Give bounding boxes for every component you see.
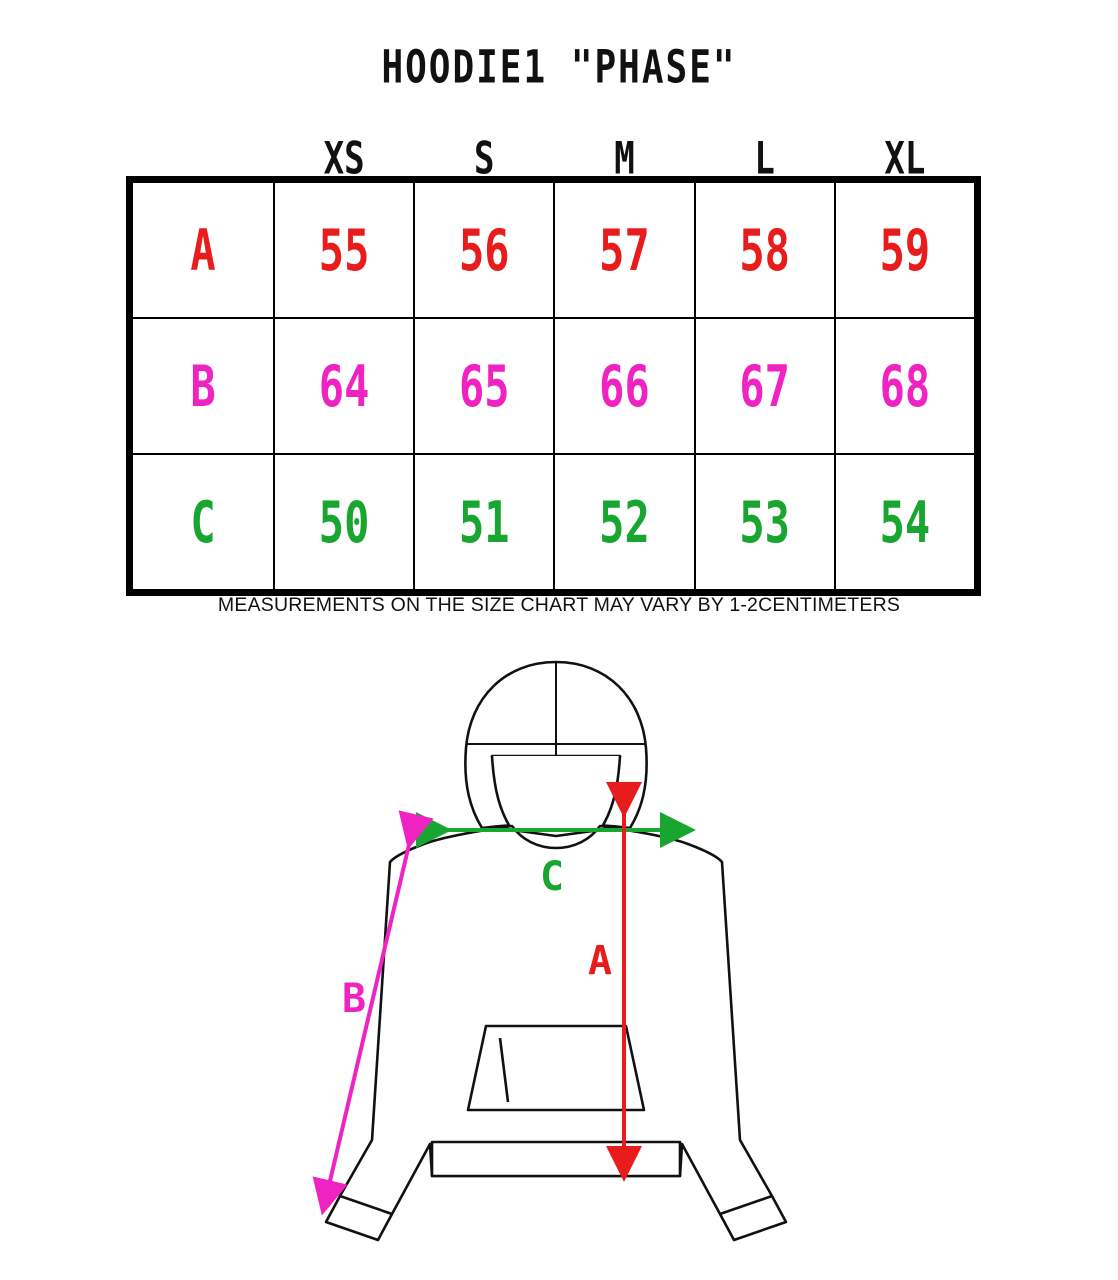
size-chart-body bbox=[132, 182, 975, 590]
header-size-s: S bbox=[474, 133, 495, 186]
size-chart-note: MEASUREMENTS ON THE SIZE CHART MAY VARY BY 1-2CENTIMETERS bbox=[217, 594, 901, 616]
size-chart bbox=[131, 118, 976, 591]
header-size-xl: XL bbox=[884, 133, 926, 186]
measurement-b-label: B bbox=[342, 976, 367, 1022]
row-label-c bbox=[132, 454, 274, 590]
header-size-l: L bbox=[754, 133, 775, 186]
cell-a-s-value: 56 bbox=[458, 216, 510, 284]
table-row bbox=[132, 454, 975, 590]
cell-b-m-value: 66 bbox=[599, 352, 650, 420]
hoodie-illustration bbox=[0, 640, 1118, 1280]
cell-b-s bbox=[414, 318, 554, 454]
row-label-b bbox=[132, 318, 274, 454]
cell-c-s bbox=[414, 454, 554, 590]
cell-b-l-value: 67 bbox=[739, 352, 790, 420]
row-label-a-text: A bbox=[190, 216, 216, 284]
cell-a-s bbox=[414, 182, 554, 318]
cell-b-l bbox=[695, 318, 835, 454]
table-row bbox=[132, 318, 975, 454]
size-chart-table bbox=[131, 118, 976, 591]
cell-b-xl bbox=[835, 318, 975, 454]
table-header-row bbox=[132, 118, 975, 182]
cell-c-xs bbox=[274, 454, 414, 590]
row-label-b-text: B bbox=[190, 352, 216, 420]
cell-b-xs-value: 64 bbox=[318, 352, 370, 420]
cell-a-m-value: 57 bbox=[599, 216, 650, 284]
cell-a-xl bbox=[835, 182, 975, 318]
cell-c-l-value: 53 bbox=[739, 488, 790, 556]
measurement-c-label: C bbox=[540, 854, 565, 900]
measurement-a-label: A bbox=[588, 938, 613, 984]
cell-a-l-value: 58 bbox=[739, 216, 790, 284]
header-size-m: M bbox=[614, 133, 635, 186]
row-label-a bbox=[132, 182, 274, 318]
row-label-c-text: C bbox=[190, 488, 216, 556]
cell-c-m-value: 52 bbox=[599, 488, 650, 556]
cell-b-s-value: 65 bbox=[458, 352, 510, 420]
cell-a-xs bbox=[274, 182, 414, 318]
cell-b-m bbox=[554, 318, 694, 454]
header-corner bbox=[132, 108, 274, 191]
cell-a-xs-value: 55 bbox=[318, 216, 370, 284]
cell-b-xs bbox=[274, 318, 414, 454]
size-chart-header bbox=[132, 118, 975, 186]
cell-a-m bbox=[554, 182, 694, 318]
cell-b-xl-value: 68 bbox=[879, 352, 931, 420]
cell-a-xl-value: 59 bbox=[879, 216, 931, 284]
cell-c-m bbox=[554, 454, 694, 590]
collar-shape bbox=[492, 756, 620, 836]
header-size-xs: XS bbox=[323, 133, 365, 186]
hem-band bbox=[432, 1142, 680, 1176]
cell-c-l bbox=[695, 454, 835, 590]
cell-c-xl-value: 54 bbox=[879, 488, 931, 556]
cell-a-l bbox=[695, 182, 835, 318]
table-row bbox=[132, 182, 975, 318]
page-title: HOODIE1 "PHASE" bbox=[381, 42, 737, 94]
cell-c-xl bbox=[835, 454, 975, 590]
cell-c-xs-value: 50 bbox=[318, 488, 370, 556]
kangaroo-pocket bbox=[468, 1026, 644, 1110]
cell-c-s-value: 51 bbox=[458, 488, 510, 556]
